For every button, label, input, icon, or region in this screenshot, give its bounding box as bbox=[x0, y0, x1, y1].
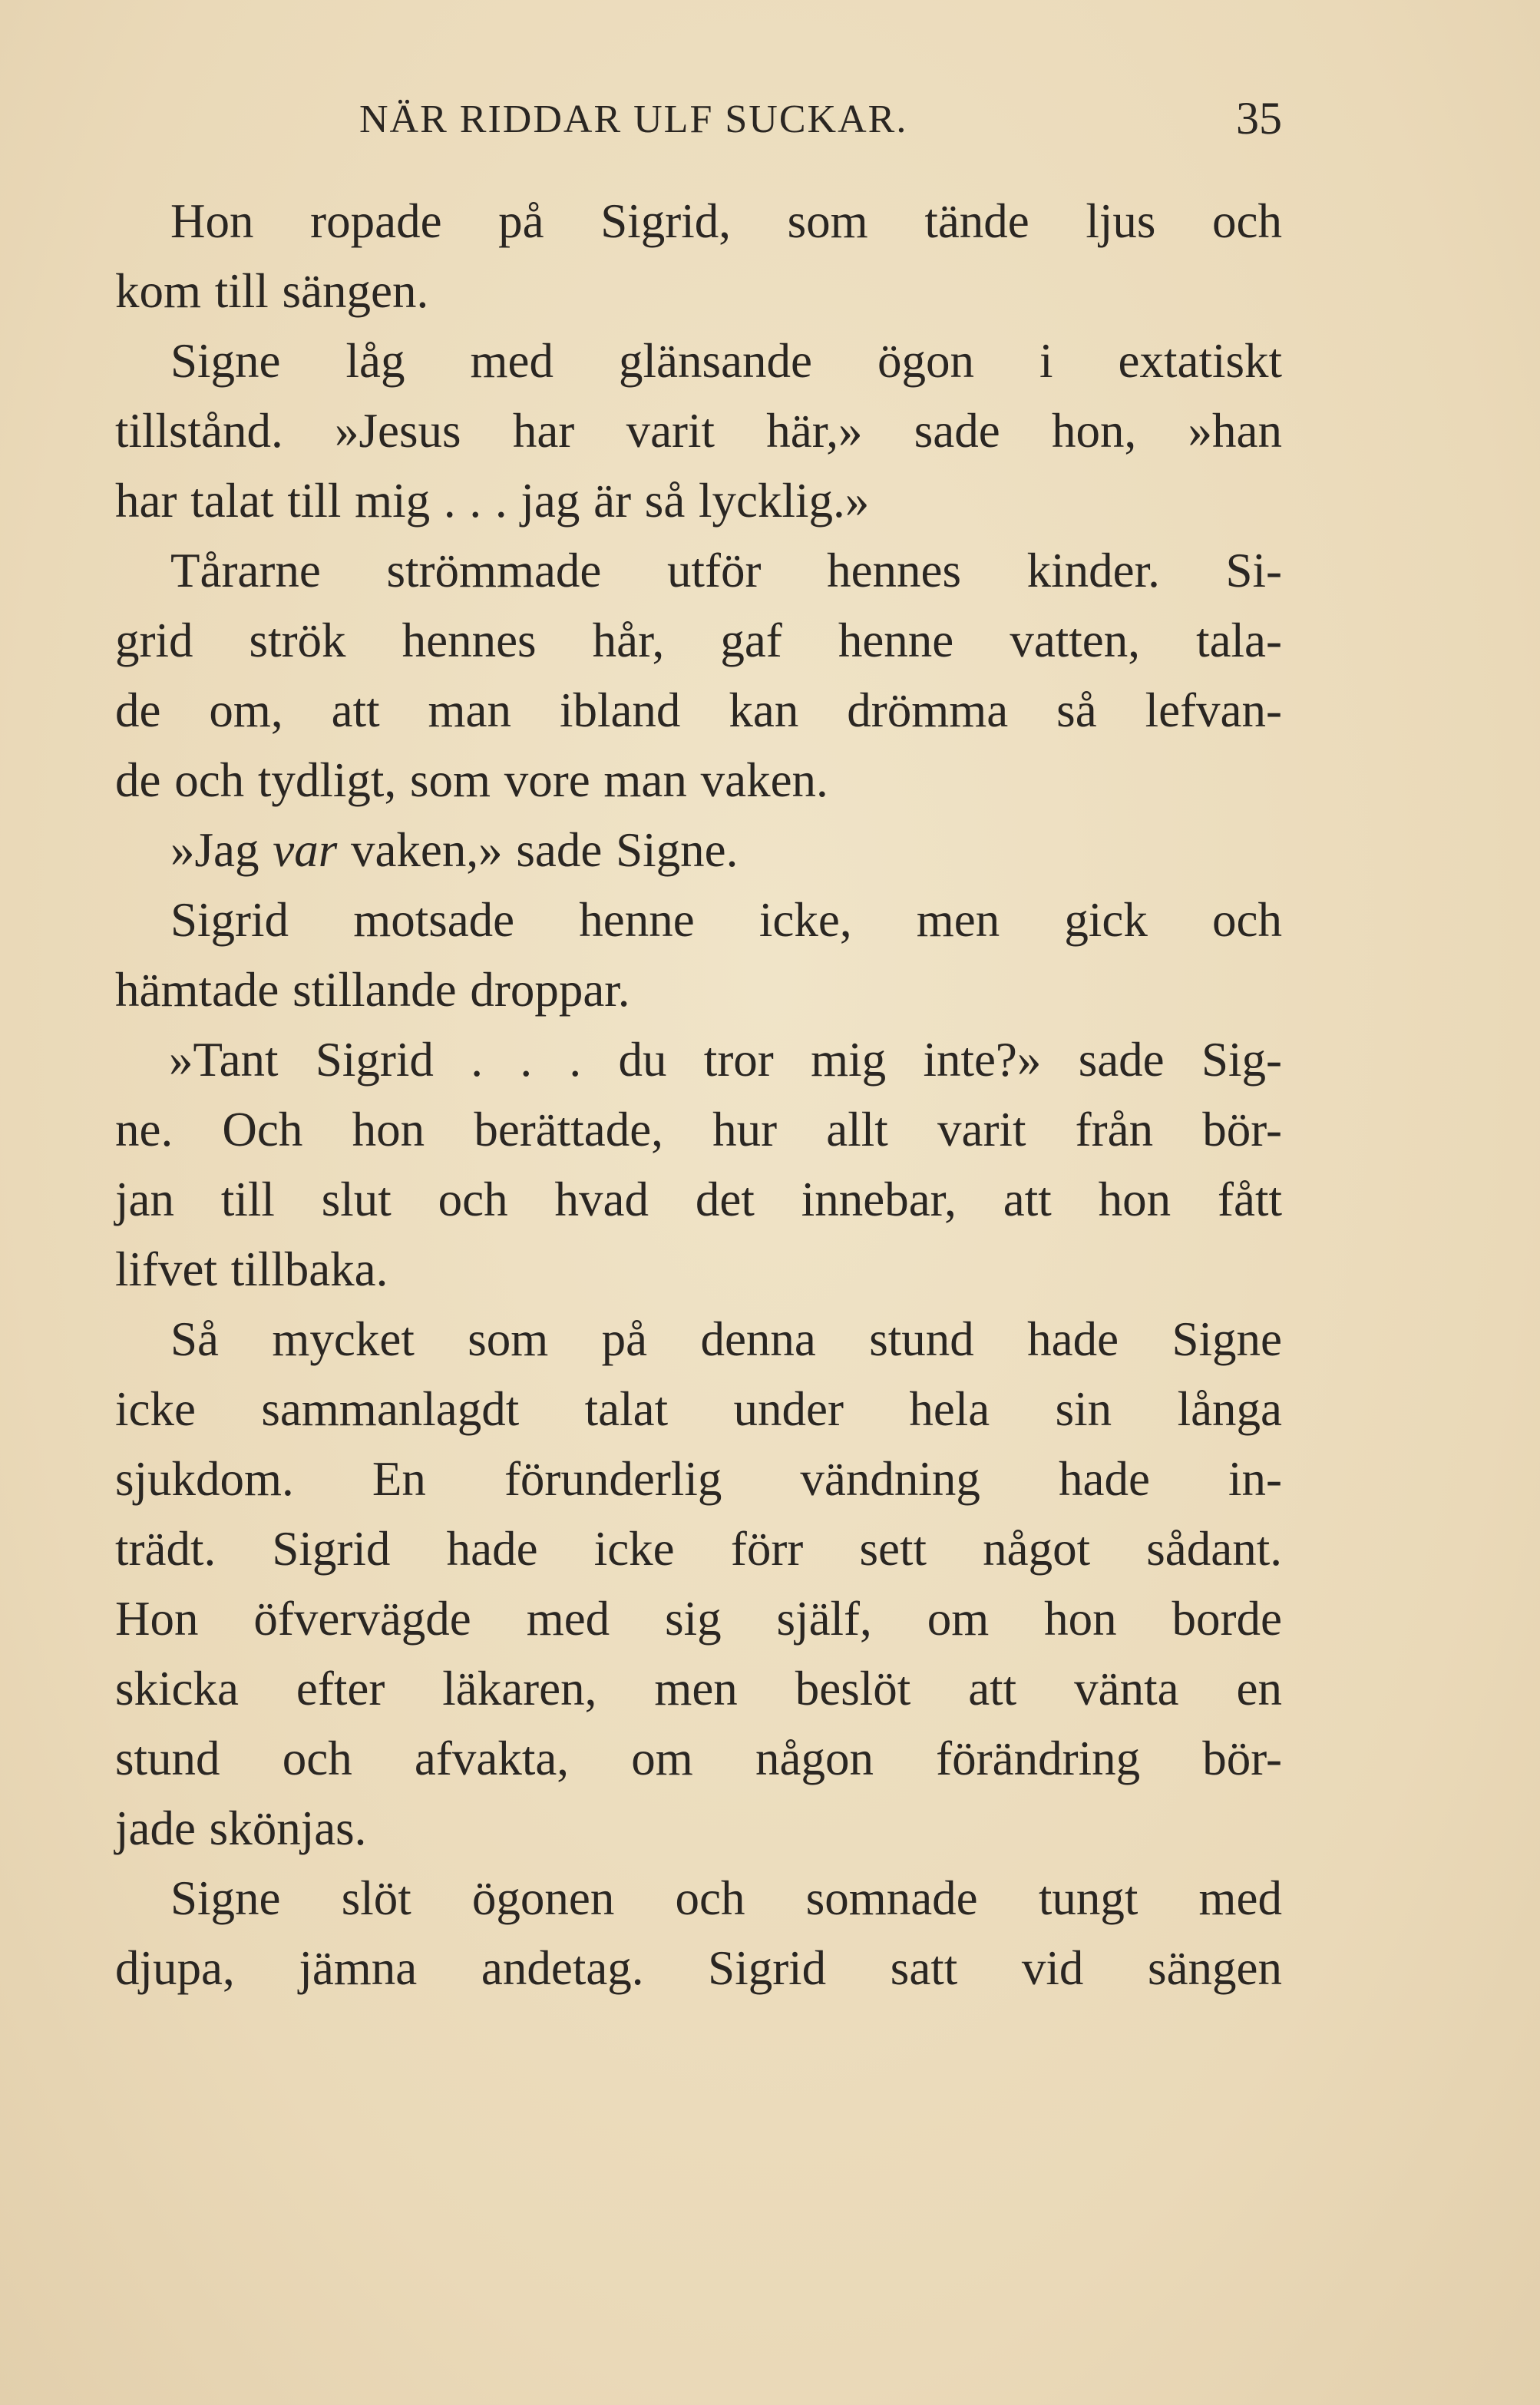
text-line: trädt. Sigrid hade icke förr sett något sådant. bbox=[115, 1522, 1282, 1576]
page-number: 35 bbox=[1236, 93, 1282, 144]
text-line: jade skönjas. bbox=[115, 1801, 367, 1855]
text-line: icke sammanlagdt talat under hela sin långa bbox=[115, 1382, 1282, 1436]
text-segment: »Jag bbox=[170, 823, 273, 877]
text-line: Signe låg med glänsande ögon i extatiskt bbox=[170, 334, 1282, 388]
text-line: Signe slöt ögonen och somnade tungt med bbox=[170, 1871, 1282, 1925]
text-line: kom till sängen. bbox=[115, 264, 429, 318]
text-line: sjukdom. En förunderlig vändning hade in- bbox=[115, 1452, 1282, 1506]
body-text bbox=[115, 187, 1282, 2003]
running-head bbox=[115, 86, 1282, 147]
text-line: de om, att man ibland kan drömma så lefvan- bbox=[115, 683, 1282, 737]
text-line: jan till slut och hvad det innebar, att hon fått bbox=[115, 1173, 1282, 1226]
text-line: »Tant Sigrid . . . du tror mig inte?» sade Sig- bbox=[169, 1033, 1282, 1087]
text-line: ne. Och hon berättade, hur allt varit från bör- bbox=[115, 1103, 1282, 1156]
text-line: djupa, jämna andetag. Sigrid satt vid sängen bbox=[115, 1941, 1282, 1995]
text-line: Så mycket som på denna stund hade Signe bbox=[170, 1312, 1282, 1366]
text-line: Sigrid motsade henne icke, men gick och bbox=[170, 893, 1282, 947]
text-line: hämtade stillande droppar. bbox=[115, 963, 630, 1017]
text-line: de och tydligt, som vore man vaken. bbox=[115, 753, 828, 807]
text-line: har talat till mig . . . jag är så lycklig.» bbox=[115, 474, 870, 528]
text-line: lifvet tillbaka. bbox=[115, 1242, 388, 1296]
text-line: Hon ropade på Sigrid, som tände ljus och bbox=[170, 194, 1282, 248]
text-line: skicka efter läkaren, men beslöt att vänta en bbox=[115, 1662, 1282, 1715]
text-line bbox=[115, 815, 1282, 885]
running-title: NÄR RIDDAR ULF SUCKAR. bbox=[359, 98, 908, 141]
italic-word: var bbox=[273, 823, 338, 877]
text-line: tillstånd. »Jesus har varit här,» sade hon, »han bbox=[115, 404, 1282, 458]
text-line: Tårarne strömmade utför hennes kinder. Si- bbox=[170, 544, 1282, 597]
text-segment: vaken,» sade Signe. bbox=[337, 823, 739, 877]
text-line: grid strök hennes hår, gaf henne vatten, tala- bbox=[115, 614, 1282, 667]
text-line: stund och afvakta, om någon förändring bör- bbox=[115, 1732, 1282, 1785]
text-line: Hon öfvervägde med sig själf, om hon borde bbox=[115, 1592, 1282, 1646]
